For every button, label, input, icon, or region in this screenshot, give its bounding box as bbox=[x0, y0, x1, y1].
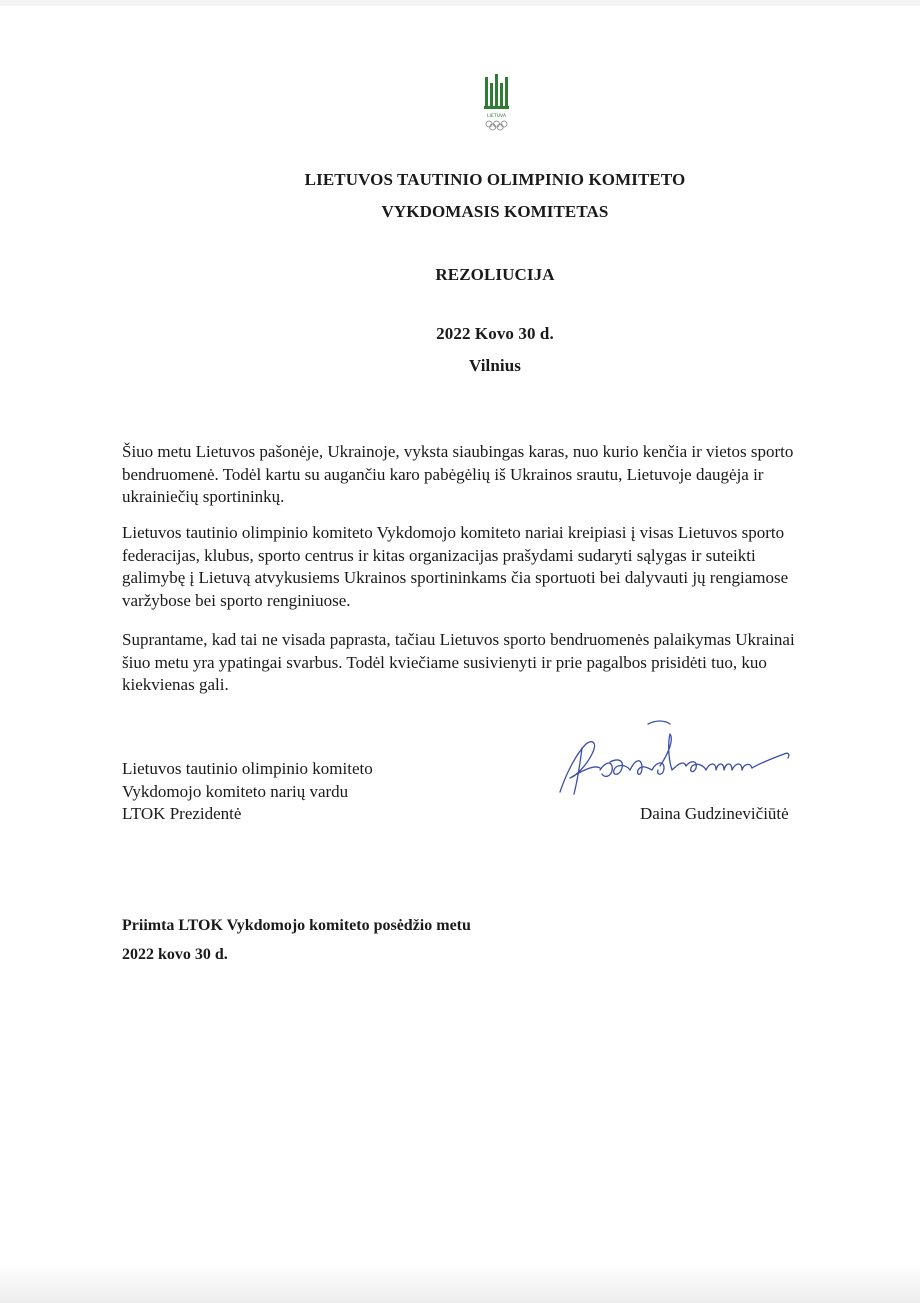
document-date: 2022 Kovo 30 d. bbox=[436, 324, 554, 343]
paragraph-line: kiekvienas gali. bbox=[122, 675, 229, 694]
paragraph-line: ukrainiečių sportininkų. bbox=[122, 487, 285, 506]
paragraph-line: Suprantame, kad tai ne visada paprasta, tačiau Lietuvos sporto bendruomenės palaikymas Ukrainai bbox=[122, 630, 795, 649]
signer-name: Daina Gudzinevičiūtė bbox=[640, 804, 789, 823]
logo-text: LIETUVA bbox=[487, 114, 506, 119]
paragraph-line: galimybę į Lietuvą atvykusiems Ukrainos sportininkams čia sportuoti bei dalyvauti jų rengiamose bbox=[122, 568, 789, 587]
paragraph-2 bbox=[122, 522, 805, 612]
signatory-line: Vykdomojo komiteto narių vardu bbox=[122, 781, 349, 801]
page-bottom-shade bbox=[0, 1263, 920, 1303]
ltok-logo bbox=[476, 74, 516, 134]
paragraph-line: bendruomenė. Todėl kartu su augančiu karo pabėgėlių iš Ukrainos srautu, Lietuvoje daugėja ir bbox=[122, 464, 764, 484]
org-title-line2: VYKDOMASIS KOMITETAS bbox=[381, 202, 609, 221]
paragraph-line: varžybose bei sporto renginiuose. bbox=[122, 590, 351, 610]
signatory-block bbox=[122, 758, 373, 826]
paragraph-line: šiuo metu yra ypatingai svarbus. Todėl kviečiame susivienyti ir prie pagalbos prisidėti tuo, kuo bbox=[122, 652, 767, 672]
paragraph-line: federacijas, klubus, sporto centrus ir kitas organizacijas prašydami sudaryti sąlygas ir suteikti bbox=[122, 545, 756, 565]
adoption-date: 2022 kovo 30 d. bbox=[122, 946, 228, 963]
signatory-title: LTOK Prezidentė bbox=[122, 804, 242, 823]
document-type: REZOLIUCIJA bbox=[435, 265, 555, 284]
org-title-line1: LIETUVOS TAUTINIO OLIMPINIO KOMITETO bbox=[304, 170, 686, 189]
handwritten-signature bbox=[552, 714, 812, 806]
page-top-edge bbox=[0, 0, 920, 6]
paragraph-line: Lietuvos tautinio olimpinio komiteto Vykdomojo komiteto nariai kreipiasi į visas Lietuvos sporto bbox=[122, 523, 785, 542]
signatory-line: Lietuvos tautinio olimpinio komiteto bbox=[122, 759, 373, 778]
paragraph-3 bbox=[122, 629, 805, 697]
document-place: Vilnius bbox=[468, 356, 522, 375]
adoption-note: Priimta LTOK Vykdomojo komiteto posėdžio metu bbox=[122, 917, 471, 934]
paragraph-1 bbox=[122, 441, 805, 509]
paragraph-line: Šiuo metu Lietuvos pašonėje, Ukrainoje, vyksta siaubingas karas, nuo kurio kenčia ir vietos sporto bbox=[122, 442, 794, 461]
